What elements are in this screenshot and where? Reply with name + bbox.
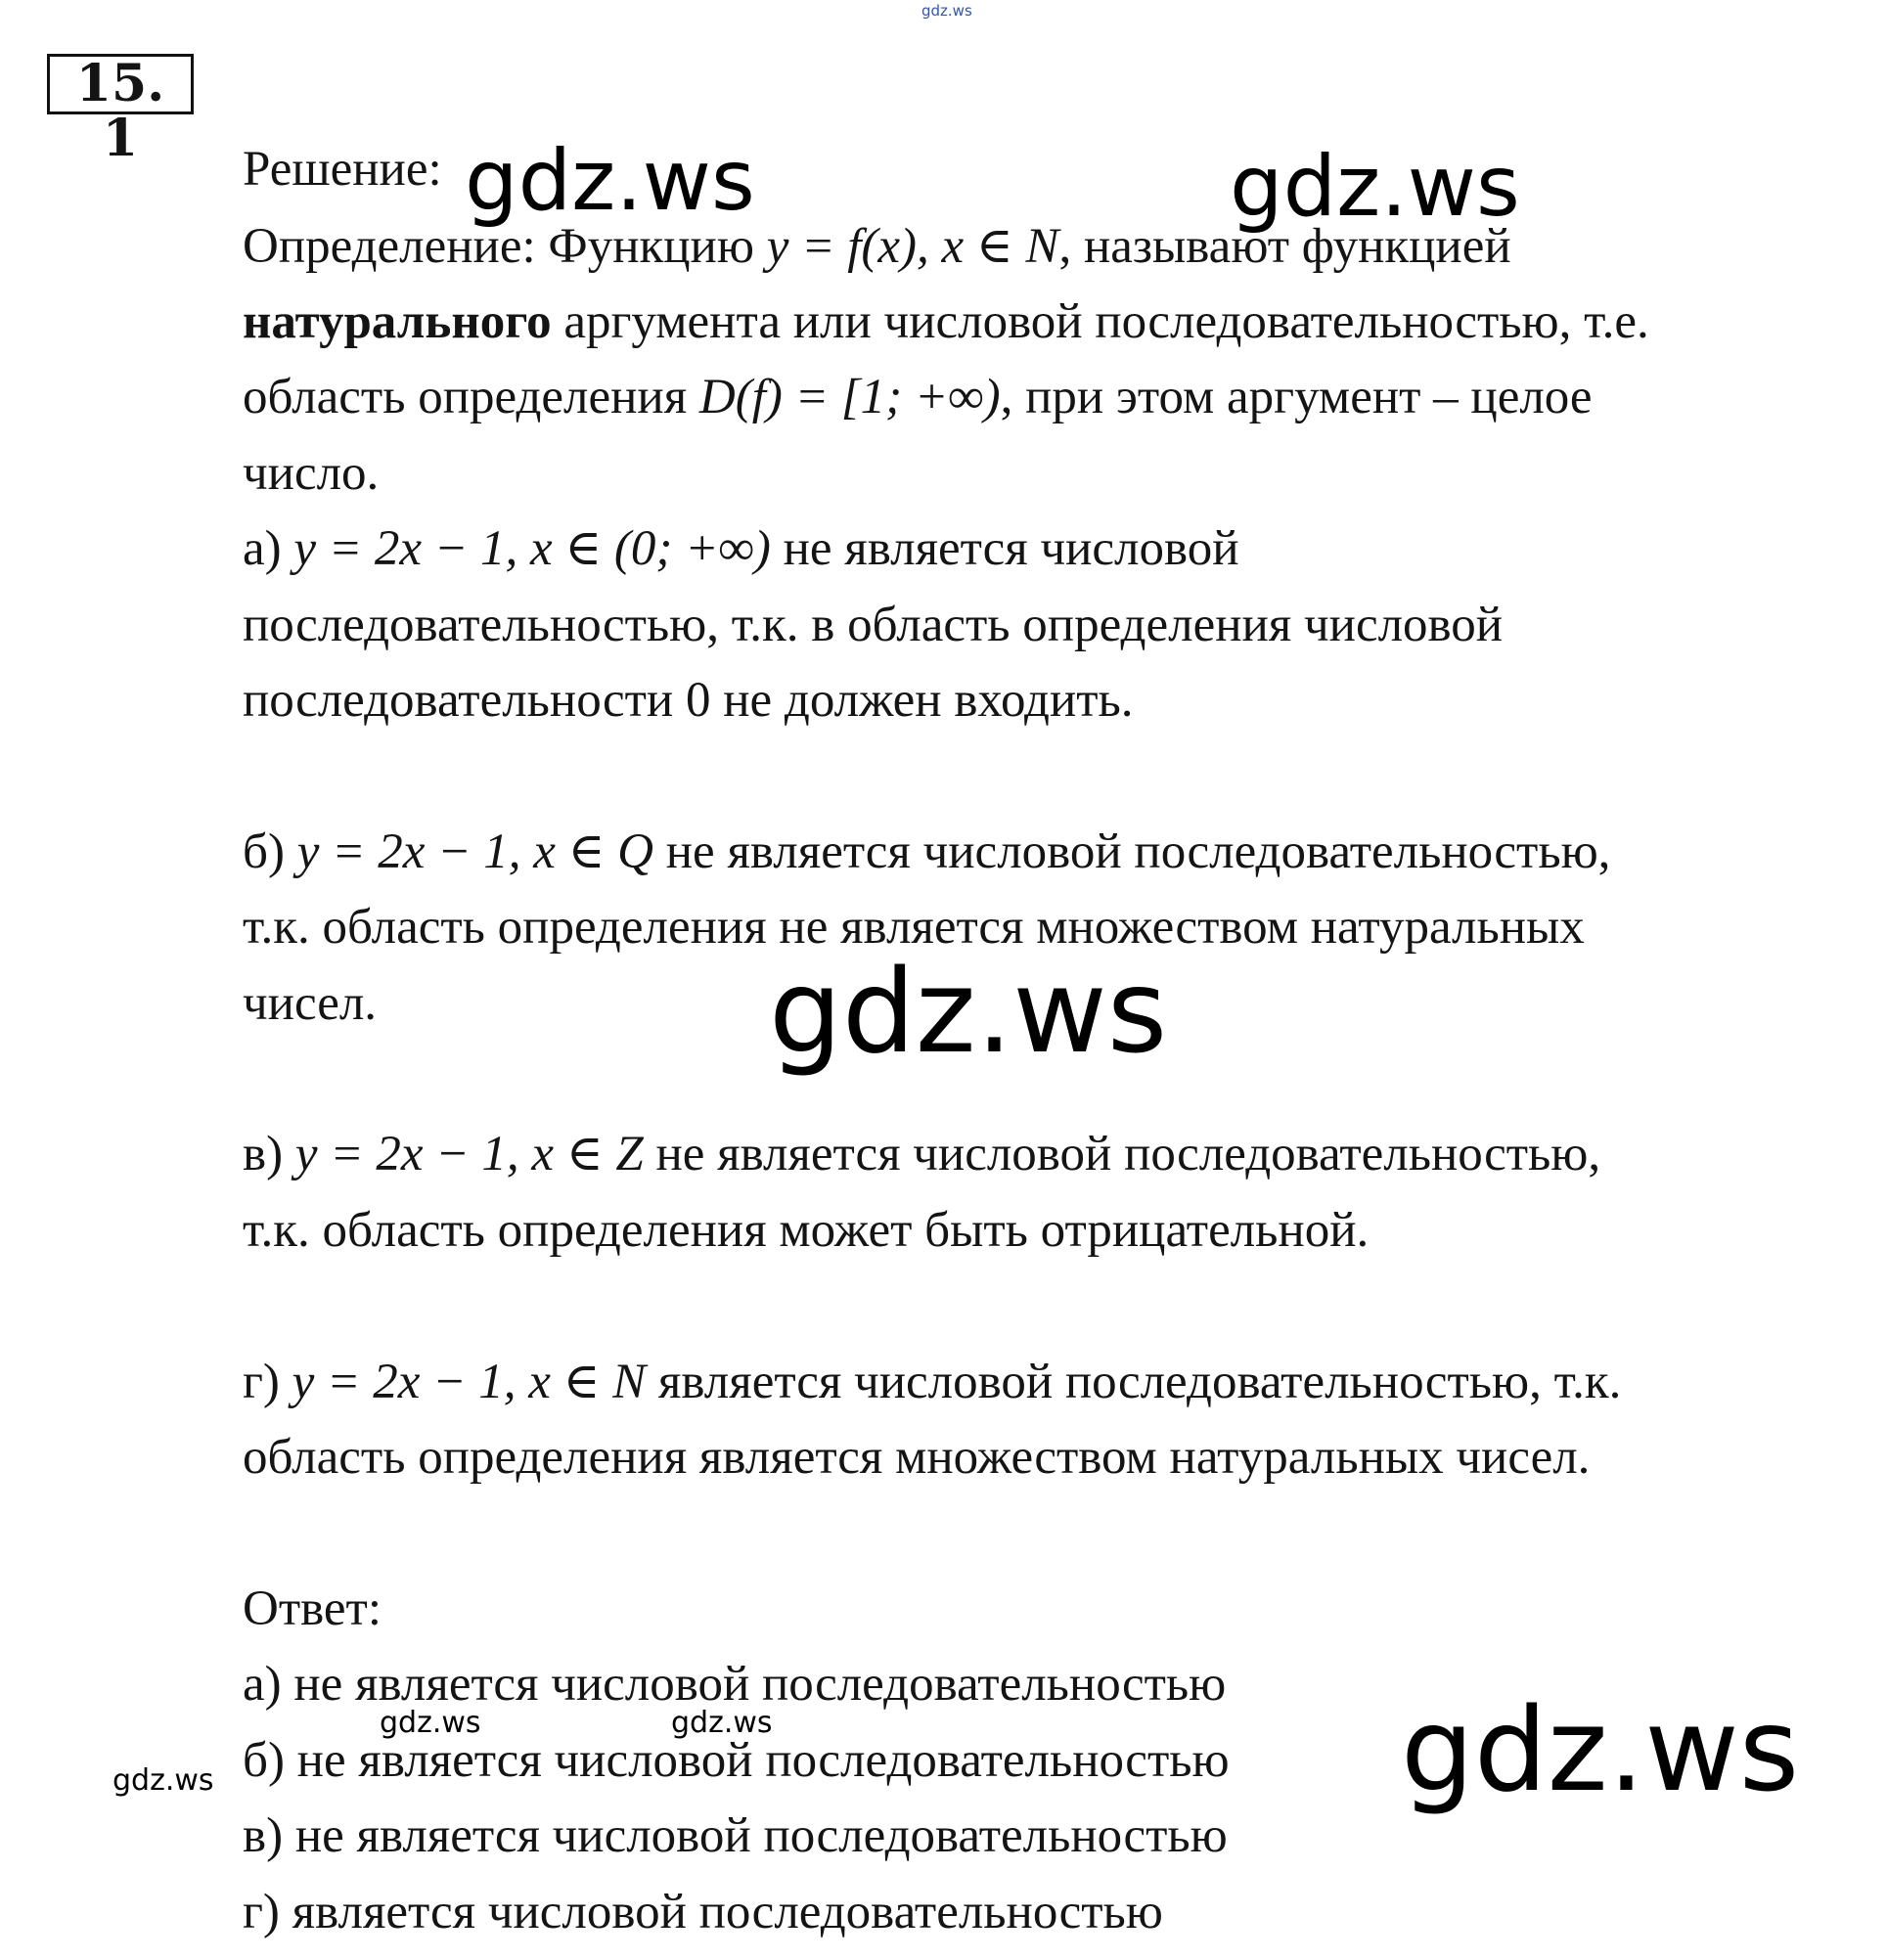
math: y = 2x − 1, x ∈ Z: [294, 1127, 644, 1181]
item-a-line-2: последовательностью, т.к. в область определения числовой: [243, 598, 1504, 652]
answer-label: Ответ:: [243, 1581, 382, 1636]
math: y = 2x − 1, x ∈ Q: [296, 824, 654, 879]
text: Определение: Функцию: [243, 219, 767, 274]
prefix: в): [243, 1127, 295, 1181]
item-b-line-2: т.к. область определения не является множеством натуральных: [243, 900, 1585, 955]
item-v-line-2: т.к. область определения может быть отрицательной.: [243, 1203, 1370, 1258]
definition-line-2: [243, 292, 1649, 351]
item-g-line-2: область определения является множеством натуральных чисел.: [243, 1430, 1591, 1485]
text: аргумента или числовой последовательностью, т.е.: [551, 294, 1649, 349]
text: область определения: [243, 370, 699, 424]
problem-number: 15. 1: [47, 54, 194, 114]
watermark-4: gdz.ws: [1401, 1682, 1800, 1817]
prefix: б): [243, 824, 297, 879]
watermark-7: gdz.ws: [112, 1763, 214, 1798]
item-a-line-1: [243, 519, 1239, 578]
answer-item-a: а) не является числовой последовательностью: [243, 1657, 1227, 1712]
text: не является числовой последовательностью,: [643, 1127, 1601, 1181]
item-b-line-1: [243, 823, 1610, 881]
text: , при этом аргумент – целое: [1000, 370, 1593, 424]
watermark-6: gdz.ws: [671, 1706, 773, 1740]
item-b-line-3: чисел.: [243, 976, 378, 1031]
item-v-line-1: [243, 1125, 1600, 1183]
text: , называют функцией: [1058, 219, 1511, 274]
prefix: а): [243, 521, 294, 576]
watermark-1: gdz.ws: [465, 132, 755, 230]
answer-item-v: в) не является числовой последовательностью: [243, 1808, 1228, 1863]
prefix: г): [243, 1355, 292, 1409]
bold-term: натурального: [243, 294, 552, 349]
definition-line-3: [243, 368, 1593, 426]
math: D(f) = [1; +∞): [698, 370, 1001, 424]
math: y = 2x − 1, x ∈ (0; +∞): [293, 521, 771, 576]
watermark-5: gdz.ws: [380, 1706, 481, 1740]
item-g-line-1: [243, 1353, 1621, 1411]
answer-item-g: г) является числовой последовательностью: [243, 1885, 1163, 1939]
solution-label: Решение:: [243, 142, 442, 197]
math: y = f(x), x ∈ N: [766, 219, 1059, 274]
answer-item-b: б) не является числовой последовательностью: [243, 1733, 1230, 1788]
watermark-top: gdz.ws: [921, 2, 972, 20]
item-a-line-3: последовательности 0 не должен входить.: [243, 673, 1134, 728]
definition-line-4: число.: [243, 446, 380, 501]
watermark-3: gdz.ws: [769, 944, 1168, 1079]
text: не является числовой последовательностью,: [653, 824, 1611, 879]
watermark-2: gdz.ws: [1230, 138, 1520, 236]
text: не является числовой: [770, 521, 1239, 576]
math: y = 2x − 1, x ∈ N: [292, 1355, 647, 1409]
text: является числовой последовательностью, т.к.: [646, 1355, 1622, 1409]
